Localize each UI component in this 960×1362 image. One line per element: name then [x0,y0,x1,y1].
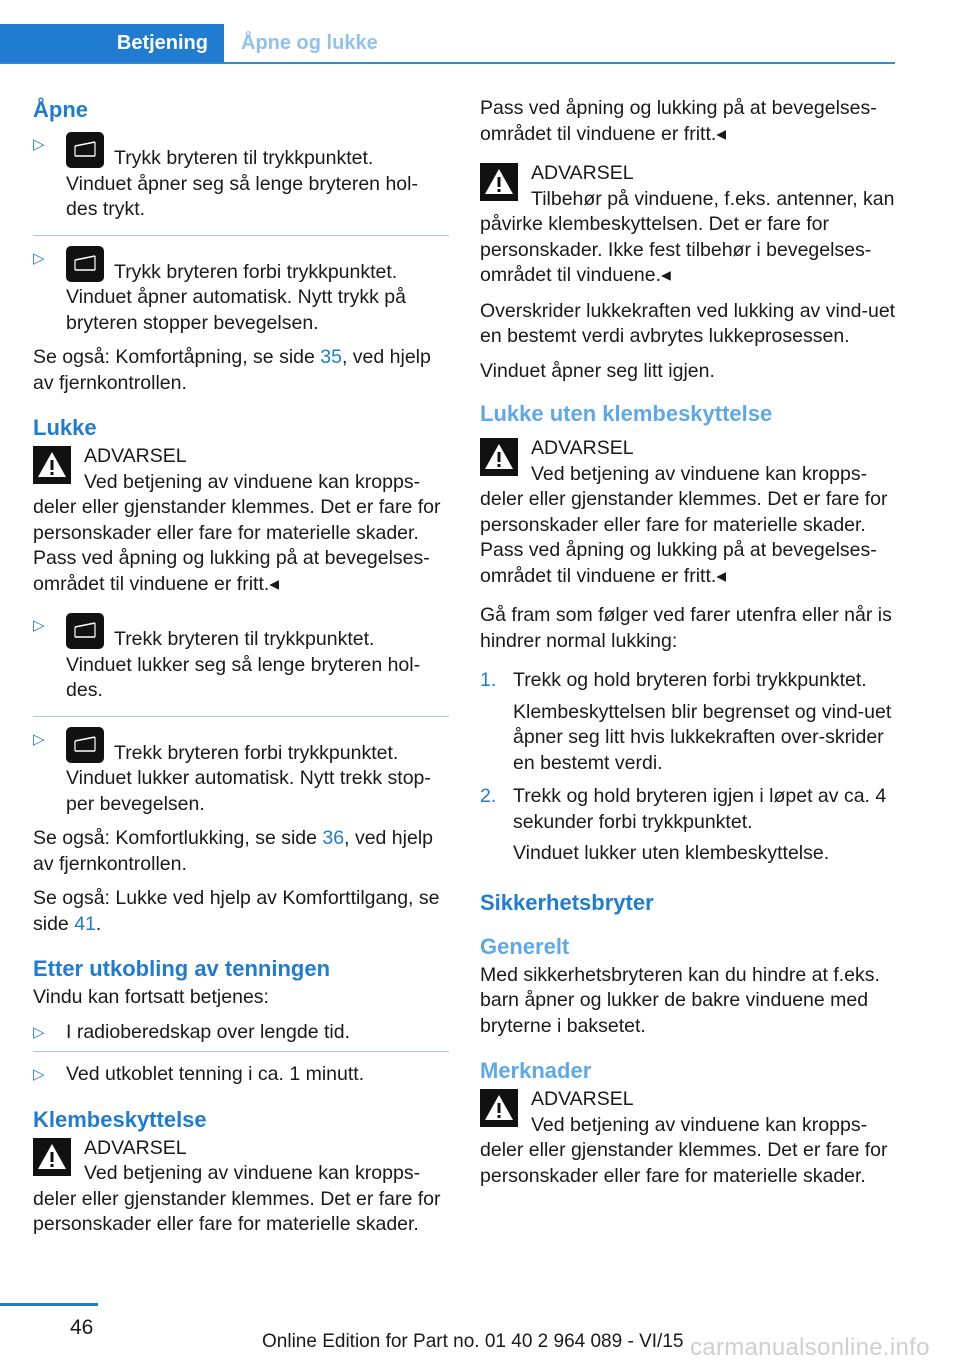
step-2-text: Trekk og hold bryteren igjen i løpet av ca. 4 sekunder forbi trykkpunktet. [513,785,887,833]
heading-open: Åpne [33,97,88,122]
header-section-label: Betjening [116,31,208,54]
close-item-2 [33,727,449,818]
warning-3-title: ADVARSEL [531,162,634,184]
continued-text: Pass ved åpning og lukking på at bevegelses-området til vinduene er fritt.◂ [480,97,877,145]
heading-pinch-protection: Klembeskyttelse [33,1106,207,1132]
warning-triangle-icon [33,1138,71,1176]
heading-close: Lukke [33,415,97,440]
open-item-2-label: Trykk bryteren forbi trykkpunktet. [114,260,398,283]
paragraph-procedure: Gå fram som følger ved farer utenfra eller når is hindrer normal lukking: [480,604,892,652]
open-item-1 [33,132,449,236]
warning-3-text: Tilbehør på vinduene, f.eks. antenner, kan påvirke klembeskyttelsen. Det er fare for personskader. Ikke fest tilbehør i bevegelses-området til vinduene.◂ [480,187,895,286]
heading-safety-switch: Sikkerhetsbryter [480,889,654,915]
warning-2-title: ADVARSEL [84,1136,187,1159]
close-see-also-2 [33,886,449,937]
window-switch-icon [66,727,104,763]
after-item-2-text: Ved utkoblet tenning i ca. 1 minutt. [66,1063,365,1085]
step-2-number: 2. [480,785,497,807]
bullet-triangle-icon: ▷ [33,1066,45,1083]
close-item-1-label: Trekk bryteren til trykkpunktet. [114,628,375,650]
heading-close-without-pinch: Lukke uten klembeskyttelse [480,401,773,426]
header-section-tab[interactable] [0,24,224,62]
close-see1-pre: Se også: Komfortlukking, se side [33,827,323,849]
warning-triangle-icon [33,446,71,484]
window-switch-icon [66,132,104,168]
paragraph-general: Med sikkerhetsbryteren kan du hindre at f.eks. barn åpner og lukker de bakre vinduene med bryterne i baksetet. [480,963,880,1037]
open-item-2-desc: Vinduet åpner automatisk. Nytt trykk på bryteren stopper bevegelsen. [66,286,406,334]
step-2-sub: Vinduet lukker uten klembeskyttelse. [513,842,830,864]
paragraph-reopen: Vinduet åpner seg litt igjen. [480,359,715,382]
open-item-1-desc: Vinduet åpner seg så lenge bryteren hol-des trykt. [66,172,418,220]
step-1 [480,668,896,776]
link-page-35[interactable]: 35 [320,346,342,368]
warning-block-3 [480,161,896,289]
warning-block-2 [33,1136,449,1238]
open-see-also [33,345,449,396]
heading-general: Generelt [480,933,570,959]
open-see-pre: Se også: Komfortåpning, se side [33,346,321,368]
bullet-triangle-icon: ▷ [33,617,45,634]
close-see2-post: . [95,912,102,935]
watermark: carmanualsonline.info [690,1334,930,1361]
warning-4-title: ADVARSEL [531,437,634,459]
warning-5-text: Ved betjening av vinduene kan kropps-deler eller gjenstander klemmes. Det er fare for personskader eller fare for materielle skader. [480,1113,888,1187]
warning-2-text: Ved betjening av vinduene kan kropps-deler eller gjenstander klemmes. Det er fare for personskader eller fare for materielle skader. [33,1162,441,1235]
link-page-36[interactable]: 36 [322,827,345,849]
warning-block-4 [480,436,896,589]
right-column [480,96,896,1199]
link-page-41[interactable]: 41 [74,912,96,935]
bullet-triangle-icon: ▷ [33,249,45,267]
step-1-text: Trekk og hold bryteren forbi trykkpunktet. [513,669,867,691]
header-chapter-tab[interactable] [241,24,378,62]
close-see2-pre: Se også: Lukke ved hjelp av Komforttilgang, se side [33,887,440,935]
after-item-1 [33,1020,449,1053]
warning-4-text: Ved betjening av vinduene kan kropps-deler eller gjenstander klemmes. Det er fare for personskader eller fare for materielle skader. Pass ved åpning og lukking på at bevegelses-området til vinduene er fritt.◂ [480,462,888,587]
open-item-1-label: Trykk bryteren til trykkpunktet. [114,147,374,169]
open-see-post: , ved hjelp av fjernkontrollen. [33,346,431,394]
after-intro: Vindu kan fortsatt betjenes: [33,986,269,1008]
footer-rule [0,1303,98,1306]
close-item-1 [33,613,449,717]
bullet-triangle-icon: ▷ [33,1023,45,1041]
step-1-sub: Klembeskyttelsen blir begrenset og vind-uet åpner seg litt hvis lukkekraften over-skrider en bestemt verdi. [513,700,892,774]
warning-block-5 [480,1087,896,1189]
close-item-2-label: Trekk bryteren forbi trykkpunktet. [114,741,399,764]
close-see1-post: , ved hjelp av fjernkontrollen. [33,827,434,875]
warning-triangle-icon [480,163,518,201]
window-switch-icon [66,246,104,282]
after-item-1-text: I radioberedskap over lengde tid. [66,1020,351,1043]
close-see-also-1 [33,826,449,877]
after-item-2 [33,1062,449,1088]
bullet-triangle-icon: ▷ [33,136,45,153]
close-item-1-desc: Vinduet lukker seg så lenge bryteren hol-des. [66,653,421,701]
paragraph-close-force: Overskrider lukkekraften ved lukking av vind-uet en bestemt verdi avbrytes lukkeprosessen. [480,299,896,347]
open-item-2 [33,246,449,337]
warning-5-title: ADVARSEL [531,1088,634,1110]
warning-triangle-icon [480,1089,518,1127]
warning-block-1 [33,444,449,597]
heading-notes: Merknader [480,1058,592,1083]
window-switch-icon [66,613,104,649]
warning-triangle-icon [480,438,518,476]
close-item-2-desc: Vinduet lukker automatisk. Nytt trekk stop-per bevegelsen. [66,767,431,815]
footer-edition: Online Edition for Part no. 01 40 2 964 089 - VI/15 [262,1331,684,1352]
header-chapter-label: Åpne og lukke [241,31,378,54]
left-column [33,96,449,1248]
step-2 [480,784,896,867]
bullet-triangle-icon: ▷ [33,730,45,748]
warning-1-title: ADVARSEL [84,445,187,467]
warning-1-text: Ved betjening av vinduene kan kropps-deler eller gjenstander klemmes. Det er fare for personskader eller fare for materielle skader. Pass ved åpning og lukking på at bevegelses-området til vinduene er fritt.◂ [33,470,441,595]
page-number: 46 [70,1316,94,1339]
heading-after-ignition: Etter utkobling av tenningen [33,956,331,981]
step-1-number: 1. [480,669,497,691]
